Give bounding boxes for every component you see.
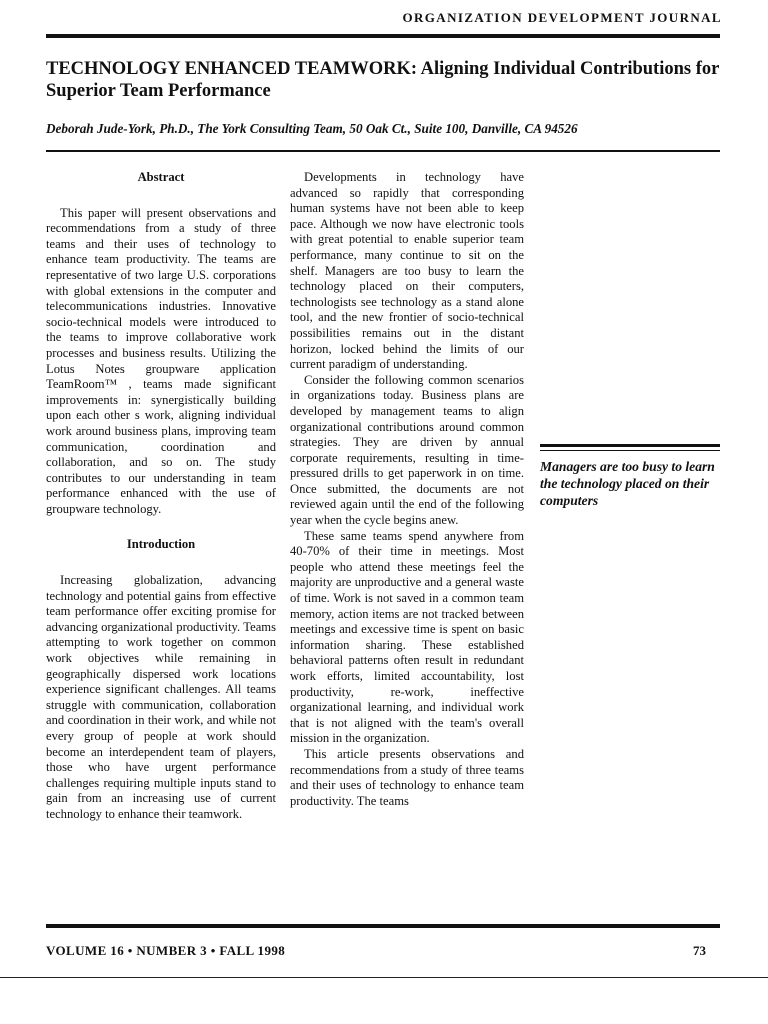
column-left (46, 170, 276, 823)
page-edge-line (0, 977, 768, 978)
column-middle (290, 170, 524, 809)
pull-quote-rule-top (540, 444, 720, 447)
footer-rule (46, 924, 720, 928)
abstract-heading: Abstract (137, 170, 185, 184)
journal-name: ORGANIZATION DEVELOPMENT JOURNAL (402, 10, 722, 25)
body-paragraph-1: Developments in technology have advanced so rapidly that corresponding human systems have not been able to keep pace. Although we now have electronic tools with great potential to enable superior team performance, many continue to sit on the shelf. Managers are too busy to learn the technology placed on their computers, technologists see technology as a stand alone tool, and the new frontier of socio-technical possibilities remains out in the distant horizon, locked behind the limits of our current paradigm of understanding. (290, 170, 524, 372)
issue-info: VOLUME 16 • NUMBER 3 • FALL 1998 (46, 943, 286, 958)
article-title: TECHNOLOGY ENHANCED TEAMWORK: Aligning Individual Contributions for Superior Team Performance (46, 59, 719, 101)
pull-quote: Managers are too busy to learn the technology placed on their computers (540, 459, 715, 508)
body-paragraph-2: Consider the following common scenarios in organizations today. Business plans are developed by management teams to align organizational contributions around common strategies. They are driven by annual corporate requirements, resulting in time-pressured drills to get paperwork in on time. Once submitted, the documents are not reviewed again until the end of the following year when the cycle begins anew. (290, 372, 524, 528)
page-number: 73 (693, 943, 706, 958)
pull-quote-rule-bottom (540, 450, 720, 451)
body-paragraph-3: These same teams spend anywhere from 40-70% of their time in meetings. Most people who attend these meetings feel the majority are unproductive and a general waste of time. Work is not saved in a common team memory, action items are not tracked between meetings and excessive time is spent on basic information sharing. These established behavioral patterns often result in redundant work efforts, limited accountability, lost productivity, re-work, ineffective organizational learning, and individual work that is not aligned with the team's overall mission in the organization. (290, 528, 524, 746)
author-line: Deborah Jude-York, Ph.D., The York Consulting Team, 50 Oak Ct., Suite 100, Danville, CA 94526 (46, 121, 578, 136)
header-rule (46, 34, 720, 38)
title-rule (46, 150, 720, 152)
body-paragraph-4: This article presents observations and recommendations from a study of three teams and their uses of technology to enhance team productivity. The teams (290, 746, 524, 808)
abstract-text: This paper will present observations and recommendations from a study of three teams and their uses of technology to enhance team productivity. The teams are representative of two large U.S. corporations with global extensions in the computer and telecommunications industries. Innovative socio-technical models were introduced to the teams to improve collaborative work processes and business results. Utilizing the Lotus Notes groupware application TeamRoom™ , teams made significant improvements in: synergistically building upon each other s work, aligning individual work around business plans, improving team communication, coordination and collaboration, and so on. The study contributes to our understanding in team performance enhanced with the use of groupware technology. (46, 205, 276, 516)
introduction-heading: Introduction (126, 537, 196, 552)
introduction-text: Increasing globalization, advancing technology and potential gains from effective team performance offer exciting promise for advancing organizational productivity. Teams attempting to work together on common work objectives while remaining in geographically dispersed work locations experience significant challenges. All teams struggle with communication, collaboration and coordination in their work, and while not every group of people at work should become an interdependent team of players, those who have urgent performance challenges requiring multiple inputs stand to gain from an increasing use of current technology to enhance their teamwork. (46, 573, 276, 821)
